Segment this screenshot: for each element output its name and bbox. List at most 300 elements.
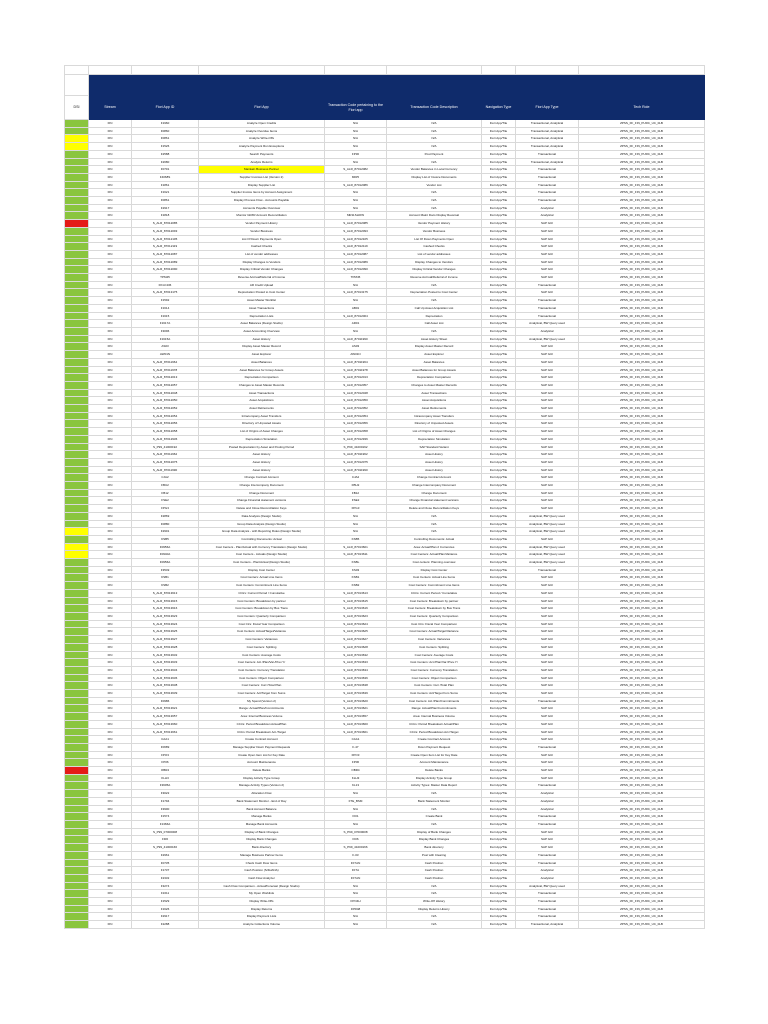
cell-tech-role[interactable]: ZPSS_FF_FIN_PURC_UC_0LB — [579, 289, 705, 297]
cell-fiori-app-id[interactable]: S_ALR_87012087 — [132, 250, 199, 258]
cell-fiori-app[interactable]: Cost Centers: Act/Target from Sums — [199, 690, 325, 698]
cell-app-type[interactable]: SAP GUI — [516, 374, 579, 382]
cell-tcode-description[interactable]: Account Maint Docs Display Reversal — [387, 212, 482, 220]
cell-app-type[interactable]: SAP GUI — [516, 405, 579, 413]
cell-fiori-app-id[interactable]: F1617A — [132, 320, 199, 328]
cell-fiori-app-id[interactable]: S_ALR_87013660 — [132, 720, 199, 728]
cell-navigation-type[interactable]: Fiori App/Tile — [482, 397, 516, 405]
cell-dsi-status[interactable] — [65, 651, 89, 659]
cell-tech-role[interactable]: ZPSS_FF_FIN_PURC_UC_0LB — [579, 820, 705, 828]
cell-tcode[interactable]: CJA2 — [325, 474, 387, 482]
cell-tcode[interactable]: N/A — [325, 790, 387, 798]
cell-stream[interactable]: FIN — [89, 743, 132, 751]
cell-navigation-type[interactable]: Fiori App/Tile — [482, 913, 516, 921]
cell-fiori-app[interactable]: Change Intercompany Document — [199, 482, 325, 490]
cell-fiori-app-id[interactable]: S_ALR_87012056 — [132, 420, 199, 428]
cell-stream[interactable]: FIN — [89, 204, 132, 212]
cell-tcode-description[interactable]: Cost Centers: Actual Line Items — [387, 574, 482, 582]
cell-fiori-app-id[interactable]: CAA1 — [132, 736, 199, 744]
cell-stream[interactable]: FIN — [89, 859, 132, 867]
cell-tcode-description[interactable]: Range: Actual/Plan/Commitments — [387, 705, 482, 713]
cell-dsi-status[interactable] — [65, 520, 89, 528]
cell-app-type[interactable]: SAP GUI — [516, 466, 579, 474]
cell-fiori-app[interactable]: Asset History — [199, 466, 325, 474]
cell-tcode[interactable]: S_ALR_87011990 — [325, 335, 387, 343]
cell-tcode[interactable]: KS03 — [325, 566, 387, 574]
cell-navigation-type[interactable]: Fiori App/Tile — [482, 474, 516, 482]
cell-stream[interactable]: FIN — [89, 736, 132, 744]
cell-app-type[interactable]: SAP GUI — [516, 351, 579, 359]
cell-fiori-app-id[interactable]: F1529 — [132, 898, 199, 906]
cell-tcode[interactable]: N/A — [325, 820, 387, 828]
cell-tcode[interactable]: KL13 — [325, 782, 387, 790]
cell-tech-role[interactable]: ZPSS_FF_FIN_PURC_UC_0LB — [579, 127, 705, 135]
cell-app-type[interactable]: Transactional, Analytical — [516, 127, 579, 135]
cell-stream[interactable]: FIN — [89, 844, 132, 852]
cell-app-type[interactable]: Analytical, BW Query used — [516, 520, 579, 528]
cell-navigation-type[interactable]: Fiori App/Tile — [482, 374, 516, 382]
cell-fiori-app[interactable]: My Spend (Version 2) — [199, 697, 325, 705]
cell-fiori-app-id[interactable]: F0735 — [132, 859, 199, 867]
cell-tcode[interactable]: S_ALR_87012052 — [325, 405, 387, 413]
cell-fiori-app-id[interactable]: S_ALR_87012105 — [132, 235, 199, 243]
cell-tech-role[interactable]: ZPSS_FF_FIN_PURC_UC_0LB — [579, 636, 705, 644]
cell-tcode[interactable]: FI01 — [325, 813, 387, 821]
cell-tech-role[interactable]: ZPSS_FF_FIN_PURC_UC_0LB — [579, 613, 705, 621]
cell-fiori-app[interactable]: Group Data Analysis (Design Studio) — [199, 520, 325, 528]
cell-navigation-type[interactable]: Fiori App/Tile — [482, 320, 516, 328]
cell-fiori-app-id[interactable]: S_ALR_87013625 — [132, 628, 199, 636]
cell-dsi-status[interactable] — [65, 636, 89, 644]
cell-fiori-app[interactable]: Group Data Analysis - with Reporting Rules (Design Studio) — [199, 528, 325, 536]
cell-dsi-status[interactable] — [65, 512, 89, 520]
cell-tech-role[interactable]: ZPSS_FF_FIN_PURC_UC_0LB — [579, 898, 705, 906]
cell-fiori-app[interactable]: Posted Depreciation by Asset and Posting Period — [199, 443, 325, 451]
cell-fiori-app[interactable]: Analyze Write-Offs — [199, 135, 325, 143]
cell-tcode-description[interactable]: N/A — [387, 204, 482, 212]
cell-navigation-type[interactable]: Fiori App/Tile — [482, 281, 516, 289]
cell-app-type[interactable]: Transactional, Analytical — [516, 135, 579, 143]
cell-tcode-description[interactable]: N/A — [387, 820, 482, 828]
cell-tech-role[interactable]: ZPSS_FF_FIN_PURC_UC_0LB — [579, 204, 705, 212]
cell-dsi-status[interactable] — [65, 898, 89, 906]
cell-navigation-type[interactable]: Fiori App/Tile — [482, 651, 516, 659]
cell-dsi-status[interactable] — [65, 659, 89, 667]
cell-fiori-app-id[interactable]: S_ALR_87013634 — [132, 666, 199, 674]
cell-tcode-description[interactable]: Create Bank — [387, 813, 482, 821]
cell-fiori-app-id[interactable]: F1614 — [132, 304, 199, 312]
cell-dsi-status[interactable] — [65, 243, 89, 251]
cell-fiori-app[interactable]: Range: Actual/Plan/Commitments — [199, 705, 325, 713]
cell-dsi-status[interactable] — [65, 620, 89, 628]
cell-tech-role[interactable]: ZPSS_FF_FIN_PURC_UC_0LB — [579, 366, 705, 374]
cell-stream[interactable]: FIN — [89, 258, 132, 266]
cell-dsi-status[interactable] — [65, 458, 89, 466]
cell-fiori-app[interactable]: List of Origins of Asset Changes — [199, 428, 325, 436]
cell-stream[interactable]: FIN — [89, 836, 132, 844]
cell-stream[interactable]: FIN — [89, 212, 132, 220]
cell-fiori-app-id[interactable]: S_ALR_87012093 — [132, 227, 199, 235]
cell-fiori-app-id[interactable]: F0956A — [132, 559, 199, 567]
cell-tech-role[interactable]: ZPSS_FF_FIN_PURC_UC_0LB — [579, 767, 705, 775]
cell-fiori-app[interactable]: Asset Balances (Design Studio) — [199, 320, 325, 328]
cell-tcode-description[interactable]: Vendor Business — [387, 227, 482, 235]
cell-app-type[interactable]: Analytical — [516, 797, 579, 805]
cell-navigation-type[interactable]: Fiori App/Tile — [482, 158, 516, 166]
cell-tcode-description[interactable]: CCtrs: Period Breakdown Actual/Plan — [387, 720, 482, 728]
cell-app-type[interactable]: SAP GUI — [516, 643, 579, 651]
cell-tcode[interactable]: S_ALR_87013633 — [325, 659, 387, 667]
cell-tcode[interactable]: N/A — [325, 189, 387, 197]
cell-fiori-app[interactable]: Analyze Open Credits — [199, 120, 325, 128]
cell-fiori-app-id[interactable]: S_P99_41000166 — [132, 844, 199, 852]
cell-fiori-app-id[interactable]: S_ALR_87013621 — [132, 705, 199, 713]
cell-app-type[interactable]: SAP GUI — [516, 489, 579, 497]
cell-fiori-app[interactable]: Depreciation Comparison — [199, 374, 325, 382]
cell-tcode-description[interactable]: Depreciation — [387, 312, 482, 320]
cell-fiori-app-id[interactable]: F0689 — [132, 743, 199, 751]
cell-app-type[interactable]: SAP GUI — [516, 289, 579, 297]
cell-tech-role[interactable]: ZPSS_FF_FIN_PURC_UC_0LB — [579, 120, 705, 128]
cell-tcode-description[interactable]: Bank directory — [387, 844, 482, 852]
cell-fiori-app-id[interactable]: F1615A — [132, 335, 199, 343]
cell-app-type[interactable]: Analytical, BW Query used — [516, 551, 579, 559]
col-header-tech-role[interactable]: Tech Role — [579, 96, 705, 120]
cell-navigation-type[interactable]: Fiori App/Tile — [482, 820, 516, 828]
col-header-dsi[interactable]: DSI — [65, 96, 89, 120]
cell-app-type[interactable]: SAP GUI — [516, 636, 579, 644]
cell-fiori-app-id[interactable]: OBR4 — [132, 767, 199, 775]
cell-tech-role[interactable]: ZPSS_FF_FIN_PURC_UC_0LB — [579, 297, 705, 305]
cell-app-type[interactable]: Transactional — [516, 697, 579, 705]
cell-dsi-status[interactable] — [65, 197, 89, 205]
cell-fiori-app-id[interactable]: F0940A — [132, 551, 199, 559]
cell-navigation-type[interactable]: Fiori App/Tile — [482, 620, 516, 628]
cell-fiori-app[interactable]: Display of Bank Changes — [199, 828, 325, 836]
cell-navigation-type[interactable]: Fiori App/Tile — [482, 535, 516, 543]
cell-tech-role[interactable]: ZPSS_FF_FIN_PURC_UC_0LB — [579, 921, 705, 929]
cell-tech-role[interactable]: ZPSS_FF_FIN_PURC_UC_0LB — [579, 643, 705, 651]
cell-tcode-description[interactable]: N/A — [387, 143, 482, 151]
cell-tcode-description[interactable]: CCtrs: Current Period / Cumulative — [387, 589, 482, 597]
cell-app-type[interactable]: SAP GUI — [516, 574, 579, 582]
cell-navigation-type[interactable]: Fiori App/Tile — [482, 682, 516, 690]
cell-navigation-type[interactable]: Fiori App/Tile — [482, 335, 516, 343]
cell-tech-role[interactable]: ZPSS_FF_FIN_PURC_UC_0LB — [579, 844, 705, 852]
cell-navigation-type[interactable]: Fiori App/Tile — [482, 412, 516, 420]
cell-app-type[interactable]: Transactional — [516, 859, 579, 867]
cell-fiori-app[interactable]: Depreciation Posted to Cost Center — [199, 289, 325, 297]
cell-app-type[interactable]: SAP GUI — [516, 736, 579, 744]
cell-navigation-type[interactable]: Fiori App/Tile — [482, 767, 516, 775]
cell-tcode-description[interactable]: Call Up Asset Acquisition List — [387, 304, 482, 312]
cell-navigation-type[interactable]: Fiori App/Tile — [482, 844, 516, 852]
cell-fiori-app[interactable]: Cost Centers: Quarterly Comparison — [199, 613, 325, 621]
cell-navigation-type[interactable]: Fiori App/Tile — [482, 166, 516, 174]
cell-fiori-app[interactable]: Asset Balances — [199, 358, 325, 366]
cell-dsi-status[interactable] — [65, 312, 89, 320]
cell-stream[interactable]: FIN — [89, 774, 132, 782]
cell-navigation-type[interactable]: Fiori App/Tile — [482, 443, 516, 451]
cell-tech-role[interactable]: ZPSS_FF_FIN_PURC_UC_0LB — [579, 374, 705, 382]
cell-fiori-app-id[interactable]: F0860 — [132, 127, 199, 135]
cell-dsi-status[interactable] — [65, 751, 89, 759]
cell-navigation-type[interactable]: Fiori App/Tile — [482, 366, 516, 374]
cell-app-type[interactable]: Analytical — [516, 327, 579, 335]
cell-stream[interactable]: FIN — [89, 874, 132, 882]
cell-app-type[interactable]: Transactional, Analytical — [516, 158, 579, 166]
cell-stream[interactable]: FIN — [89, 882, 132, 890]
cell-tcode-description[interactable]: Asset History — [387, 451, 482, 459]
cell-stream[interactable]: FIN — [89, 482, 132, 490]
cell-tcode-description[interactable]: Controlling Documents: Actual — [387, 535, 482, 543]
cell-fiori-app-id[interactable]: S_ALR_87012013 — [132, 374, 199, 382]
cell-tcode-description[interactable]: Reverse Accrual/Deferral of Income — [387, 274, 482, 282]
cell-stream[interactable]: FIN — [89, 898, 132, 906]
cell-app-type[interactable]: Transactional — [516, 743, 579, 751]
cell-navigation-type[interactable]: Fiori App/Tile — [482, 181, 516, 189]
cell-stream[interactable]: FIN — [89, 366, 132, 374]
cell-navigation-type[interactable]: Fiori App/Tile — [482, 173, 516, 181]
cell-app-type[interactable]: SAP GUI — [516, 828, 579, 836]
cell-stream[interactable]: FIN — [89, 767, 132, 775]
cell-tcode[interactable]: S_ALR_87011964 — [325, 358, 387, 366]
cell-fiori-app-id[interactable]: F0701 — [132, 166, 199, 174]
cell-dsi-status[interactable] — [65, 805, 89, 813]
cell-navigation-type[interactable]: Fiori App/Tile — [482, 497, 516, 505]
cell-tech-role[interactable]: ZPSS_FF_FIN_PURC_UC_0LB — [579, 851, 705, 859]
cell-fiori-app-id[interactable]: F3605A — [132, 782, 199, 790]
cell-fiori-app[interactable]: Display Asset Master Record — [199, 343, 325, 351]
cell-tcode-description[interactable]: Change Intercompany Document — [387, 482, 482, 490]
cell-app-type[interactable]: SAP GUI — [516, 597, 579, 605]
cell-tcode[interactable]: S_ALR_87012085 — [325, 220, 387, 228]
cell-app-type[interactable]: Transactional — [516, 297, 579, 305]
cell-tcode[interactable]: N/A — [325, 882, 387, 890]
cell-tcode-description[interactable]: Cost Centers: Actual/Target/Variance — [387, 628, 482, 636]
cell-dsi-status[interactable] — [65, 420, 89, 428]
cell-app-type[interactable]: SAP GUI — [516, 844, 579, 852]
cell-tcode[interactable]: N/A — [325, 281, 387, 289]
cell-dsi-status[interactable] — [65, 335, 89, 343]
cell-tcode-description[interactable]: N/A — [387, 882, 482, 890]
cell-app-type[interactable]: SAP GUI — [516, 720, 579, 728]
cell-dsi-status[interactable] — [65, 767, 89, 775]
cell-dsi-status[interactable] — [65, 505, 89, 513]
cell-navigation-type[interactable]: Fiori App/Tile — [482, 189, 516, 197]
cell-tcode[interactable]: N/A — [325, 143, 387, 151]
cell-stream[interactable]: FIN — [89, 713, 132, 721]
cell-tech-role[interactable]: ZPSS_FF_FIN_PURC_UC_0LB — [579, 874, 705, 882]
cell-dsi-status[interactable] — [65, 289, 89, 297]
cell-navigation-type[interactable]: Fiori App/Tile — [482, 451, 516, 459]
cell-fiori-app[interactable]: Cost Ctrs: Fiscal Year Comparison — [199, 620, 325, 628]
cell-stream[interactable]: FIN — [89, 528, 132, 536]
cell-tcode[interactable]: FB12 — [325, 489, 387, 497]
cell-stream[interactable]: FIN — [89, 166, 132, 174]
cell-tcode[interactable]: S_ALR_87012089 — [325, 258, 387, 266]
cell-tcode-description[interactable]: Asset Balances — [387, 358, 482, 366]
cell-dsi-status[interactable] — [65, 543, 89, 551]
cell-tcode-description[interactable]: Post Payment — [387, 150, 482, 158]
cell-navigation-type[interactable]: Fiori App/Tile — [482, 220, 516, 228]
cell-tech-role[interactable]: ZPSS_FF_FIN_PURC_UC_0LB — [579, 720, 705, 728]
cell-app-type[interactable]: SAP GUI — [516, 451, 579, 459]
cell-navigation-type[interactable]: Fiori App/Tile — [482, 327, 516, 335]
cell-tech-role[interactable]: ZPSS_FF_FIN_PURC_UC_0LB — [579, 659, 705, 667]
cell-app-type[interactable]: SAP GUI — [516, 628, 579, 636]
cell-fiori-app-id[interactable]: S_P99_07000008 — [132, 828, 199, 836]
cell-tcode-description[interactable]: Asset Balances for Group Assets — [387, 366, 482, 374]
cell-fiori-app[interactable]: Depreciation Simulation — [199, 435, 325, 443]
cell-stream[interactable]: FIN — [89, 574, 132, 582]
cell-tech-role[interactable]: ZPSS_FF_FIN_PURC_UC_0LB — [579, 797, 705, 805]
cell-app-type[interactable]: Transactional — [516, 197, 579, 205]
cell-tcode[interactable]: N/A — [325, 327, 387, 335]
cell-app-type[interactable]: Transactional — [516, 890, 579, 898]
cell-app-type[interactable]: Analytical — [516, 212, 579, 220]
cell-tech-role[interactable]: ZPSS_FF_FIN_PURC_UC_0LB — [579, 343, 705, 351]
cell-stream[interactable]: FIN — [89, 613, 132, 621]
cell-tcode[interactable]: S_ALR_87012056 — [325, 420, 387, 428]
cell-dsi-status[interactable] — [65, 690, 89, 698]
cell-fiori-app[interactable]: Create Open Item List for Key Date — [199, 751, 325, 759]
col-header-fiori-app-id[interactable]: Fiori App ID — [132, 96, 199, 120]
cell-stream[interactable]: FIN — [89, 636, 132, 644]
cell-stream[interactable]: FIN — [89, 220, 132, 228]
cell-fiori-app-id[interactable]: F2901 — [132, 528, 199, 536]
cell-app-type[interactable]: SAP GUI — [516, 497, 579, 505]
cell-app-type[interactable]: SAP GUI — [516, 266, 579, 274]
cell-dsi-status[interactable] — [65, 451, 89, 459]
cell-tcode[interactable]: S_ALR_87013611 — [325, 551, 387, 559]
cell-dsi-status[interactable] — [65, 867, 89, 875]
cell-tcode[interactable]: FF7AN — [325, 874, 387, 882]
cell-tcode[interactable]: KSB2 — [325, 582, 387, 590]
cell-app-type[interactable]: Transactional — [516, 913, 579, 921]
cell-fiori-app-id[interactable]: F1366A — [132, 820, 199, 828]
cell-dsi-status[interactable] — [65, 728, 89, 736]
cell-navigation-type[interactable]: Fiori App/Tile — [482, 851, 516, 859]
cell-stream[interactable]: FIN — [89, 189, 132, 197]
cell-fiori-app[interactable]: Display Supplier List — [199, 181, 325, 189]
cell-tcode[interactable]: FPR48 — [325, 905, 387, 913]
cell-app-type[interactable]: SAP GUI — [516, 458, 579, 466]
cell-navigation-type[interactable]: Fiori App/Tile — [482, 405, 516, 413]
cell-tcode[interactable]: AR01 — [325, 320, 387, 328]
cell-tech-role[interactable]: ZPSS_FF_FIN_PURC_UC_0LB — [579, 605, 705, 613]
cell-tcode[interactable]: S_ALR_87012057 — [325, 381, 387, 389]
cell-tcode[interactable]: S_P99_07000008 — [325, 828, 387, 836]
cell-navigation-type[interactable]: Fiori App/Tile — [482, 304, 516, 312]
cell-tcode-description[interactable]: Cash Position — [387, 874, 482, 882]
cell-fiori-app-id[interactable]: KSB2 — [132, 582, 199, 590]
cell-dsi-status[interactable] — [65, 851, 89, 859]
cell-tcode-description[interactable]: Display Returns History — [387, 905, 482, 913]
cell-tcode-description[interactable]: Display of Bank Changes — [387, 828, 482, 836]
cell-navigation-type[interactable]: Fiori App/Tile — [482, 343, 516, 351]
cell-stream[interactable]: FIN — [89, 751, 132, 759]
cell-stream[interactable]: FIN — [89, 281, 132, 289]
cell-navigation-type[interactable]: Fiori App/Tile — [482, 235, 516, 243]
cell-fiori-app-id[interactable]: AS03 — [132, 343, 199, 351]
cell-navigation-type[interactable]: Fiori App/Tile — [482, 289, 516, 297]
cell-app-type[interactable]: Analytical, BW Query used — [516, 528, 579, 536]
cell-tcode-description[interactable]: Depreciation Posted to Cost Center — [387, 289, 482, 297]
cell-tech-role[interactable]: ZPSS_FF_FIN_PURC_UC_0LB — [579, 281, 705, 289]
cell-fiori-app[interactable]: Analyze Returns — [199, 158, 325, 166]
cell-tcode-description[interactable]: Bank Statement Monitor — [387, 797, 482, 805]
cell-fiori-app[interactable]: Asset Transactions — [199, 389, 325, 397]
cell-tcode[interactable]: N/A — [325, 921, 387, 929]
cell-tcode-description[interactable]: N/A — [387, 327, 482, 335]
cell-app-type[interactable]: SAP GUI — [516, 589, 579, 597]
cell-tech-role[interactable]: ZPSS_FF_FIN_PURC_UC_0LB — [579, 189, 705, 197]
cell-fiori-app[interactable]: Create Contract Account — [199, 736, 325, 744]
cell-navigation-type[interactable]: Fiori App/Tile — [482, 520, 516, 528]
cell-tech-role[interactable]: ZPSS_FF_FIN_PURC_UC_0LB — [579, 813, 705, 821]
cell-app-type[interactable]: SAP GUI — [516, 505, 579, 513]
cell-tcode[interactable]: S_ALR_87011978 — [325, 366, 387, 374]
cell-dsi-status[interactable] — [65, 720, 89, 728]
cell-fiori-app[interactable]: Change Contract Account — [199, 474, 325, 482]
cell-app-type[interactable]: SAP GUI — [516, 659, 579, 667]
cell-navigation-type[interactable]: Fiori App/Tile — [482, 312, 516, 320]
cell-dsi-status[interactable] — [65, 304, 89, 312]
cell-navigation-type[interactable]: Fiori App/Tile — [482, 743, 516, 751]
cell-stream[interactable]: FIN — [89, 666, 132, 674]
cell-tcode[interactable]: S_ALR_87013624 — [325, 620, 387, 628]
cell-tcode-description[interactable]: Intracompany Asset Transfers — [387, 412, 482, 420]
cell-dsi-status[interactable] — [65, 189, 89, 197]
cell-dsi-status[interactable] — [65, 574, 89, 582]
cell-dsi-status[interactable] — [65, 666, 89, 674]
cell-dsi-status[interactable] — [65, 428, 89, 436]
cell-tech-role[interactable]: ZPSS_FF_FIN_PURC_UC_0LB — [579, 666, 705, 674]
cell-dsi-status[interactable] — [65, 443, 89, 451]
cell-navigation-type[interactable]: Fiori App/Tile — [482, 512, 516, 520]
cell-stream[interactable]: FIN — [89, 274, 132, 282]
cell-tech-role[interactable]: ZPSS_FF_FIN_PURC_UC_0LB — [579, 197, 705, 205]
cell-dsi-status[interactable] — [65, 258, 89, 266]
cell-stream[interactable]: FIN — [89, 828, 132, 836]
cell-tech-role[interactable]: ZPSS_FF_FIN_PURC_UC_0LB — [579, 320, 705, 328]
cell-navigation-type[interactable]: Fiori App/Tile — [482, 559, 516, 567]
cell-tech-role[interactable]: ZPSS_FF_FIN_PURC_UC_0LB — [579, 790, 705, 798]
col-header-app-type[interactable]: Fiori App Type — [516, 96, 579, 120]
cell-fiori-app-id[interactable]: TPM45 — [132, 274, 199, 282]
cell-app-type[interactable]: SAP GUI — [516, 343, 579, 351]
cell-tcode-description[interactable]: CCtrs: Period Breakdown Act./Target — [387, 728, 482, 736]
cell-tech-role[interactable]: ZPSS_FF_FIN_PURC_UC_0LB — [579, 674, 705, 682]
cell-dsi-status[interactable] — [65, 736, 89, 744]
cell-dsi-status[interactable] — [65, 713, 89, 721]
cell-tech-role[interactable]: ZPSS_FF_FIN_PURC_UC_0LB — [579, 412, 705, 420]
cell-navigation-type[interactable]: Fiori App/Tile — [482, 212, 516, 220]
cell-tech-role[interactable]: ZPSS_FF_FIN_PURC_UC_0LB — [579, 304, 705, 312]
cell-app-type[interactable]: Analytical, BW Query used — [516, 882, 579, 890]
cell-app-type[interactable]: Transactional — [516, 851, 579, 859]
cell-stream[interactable]: FIN — [89, 805, 132, 813]
cell-navigation-type[interactable]: Fiori App/Tile — [482, 466, 516, 474]
cell-fiori-app-id[interactable]: F1574 — [132, 813, 199, 821]
cell-app-type[interactable]: Transactional — [516, 905, 579, 913]
cell-stream[interactable]: FIN — [89, 127, 132, 135]
cell-dsi-status[interactable] — [65, 759, 89, 767]
cell-fiori-app[interactable]: My Open Worklists — [199, 890, 325, 898]
cell-dsi-status[interactable] — [65, 782, 89, 790]
cell-dsi-status[interactable] — [65, 605, 89, 613]
